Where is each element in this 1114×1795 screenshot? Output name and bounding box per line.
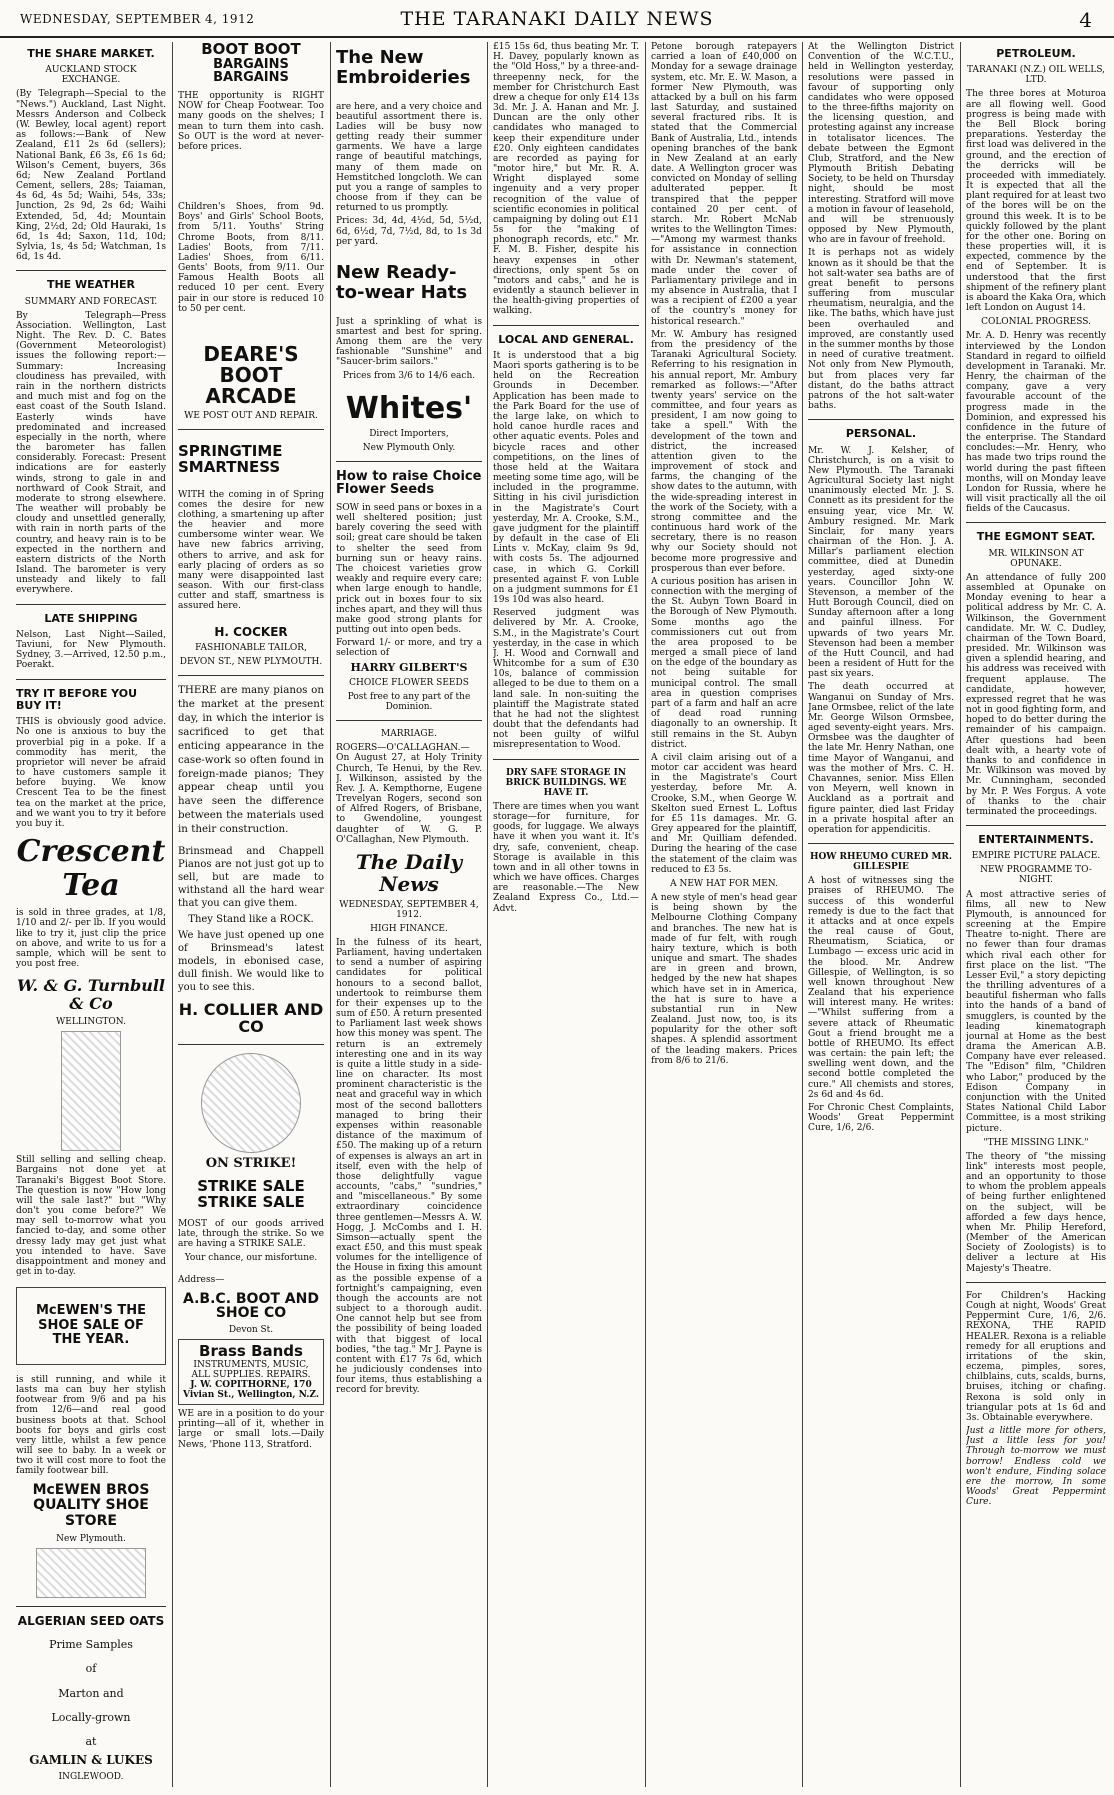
shipping-text: Nelson, Last Night—Sailed, Taviuni, for New Plymouth. Sydney, 3.—Arrived, 12.50 p.m., Poerakt. <box>16 629 166 671</box>
spring-text: WITH the coming in of Spring comes the desire for new clothing, a smartening up after the heavier and more cumbersome winter wear. We have new fabrics arriving, others to arrive, and ask for early placing of orders as so many were disappointed last season. With our first-class cutter and staff, smartness is assured here. <box>178 489 324 612</box>
weather-text: By Telegraph—Press Association. Wellington, Last Night. The Rev. D. C. Bates (Government Meteorologist) issues the following report:— Summary: Increasing cloudiness has prevailed, with rain in the northern districts and much mist and fog on the east coast of the South Island. Easterly winds have predominated and increased especially in the north, where the barometer has fallen considerably. Forecast: Present indications are for easterly winds, strong to gale in and northward of Cook Strait, and moderate to strong elsewhere. The weather will probably be cloudy and unsettled generally, with rain in north parts of the country, and heavy rain is to be expected in the northern and eastern districts of the North Island. The barometer is very unsteady and likely to fall everywhere. <box>16 310 166 596</box>
column-2 <box>178 42 324 1787</box>
entertainments-text: A most attractive series of films, all new to New Plymouth, is announced for screening at the Empire Theatre to-night. There are no fewer than four dramas which rival each other for first place on the list. "The Lesser Evil," a story depicting the thrilling adventures of a beautiful fisherman who falls into the hands of a band of smugglers, is counted by the leading kinematograph journal at Home as the best drama the American A.B. Company have ever released. The "Edison" film, "Children who Labor," produced by the Edison Company in conjunction with the United States National Child Labor Committee, is a most striking picture. <box>966 889 1106 1134</box>
strike-illustration <box>201 1053 301 1153</box>
hats-price: Prices from 3/6 to 14/6 each. <box>342 371 476 382</box>
flower-title: How to raise Choice Flower Seeds <box>336 468 482 498</box>
mcewen-store: McEWEN BROS QUALITY SHOE STORE <box>32 1481 150 1529</box>
new-hat-text: A new style of men's head gear is being shown by the Melbourne Clothing Company and branches. The new hat is made of fur felt, with rough hairy texture, which is both unique and smart. The shades are in green and brown, hedged by the new hat shapes which have set in in America, the hat is sure to have a substantial run in New Zealand. Just now, too, is its popularity for the other soft shapes. A splendid assortment of the leading makers. Prices from 8/6 to 21/6. <box>651 893 797 1066</box>
piano-text: THERE are many pianos on the market at the present day, in which the interior is sacrificed to get that enticing appearance in the case-work so often found in foreign-made pianos; They appear cheap until you have seen the difference between the materials used in their construction. <box>178 684 324 836</box>
colonial-heading: COLONIAL PROGRESS. <box>981 317 1091 328</box>
column-7 <box>966 42 1106 1787</box>
whites-sub2: New Plymouth Only. <box>362 442 456 453</box>
egmont-subheading: MR. WILKINSON AT OPUNAKE. <box>988 548 1084 569</box>
flower-text: SOW in seed pans or boxes in a well sheltered position; just barely covering the seed with soil; great care should be taken to shelter the seed from burning sun or heavy rains. The choicest varieties grow weakly and require every care; when large enough to handle, prick out in boxes four to six inches apart, and they will thus make good strong plants for putting out into open beds. <box>336 502 482 636</box>
personal-text: Mr. W. J. Kelsher, of Christchurch, is on a visit to New Plymouth. The Taranaki Agricultural Society last night unanimously elected Mr. J. S. Connett as its president for the ensuing year, vice Mr. W. Ambury resigned. Mr. Mark Sinclair, for many years chairman of the Hon. J. A. Millar's parliament election committee, died at Dunedin yesterday, aged sixty-one years. Councillor John W. Stevenson, a member of the Hutt Borough Council, died on Sunday afternoon after a long and painful illness. For upwards of two years Mr. Stevenson had been a member of the Hutt Council, and had been a resident of Hutt for the past six years. <box>808 445 954 680</box>
piano-model-text: We have just opened up one of Brinsmead's latest models, in ebonised case, dull finish. We would like to you to see this. <box>178 930 324 994</box>
turnbull-city: WELLINGTON. <box>56 1017 126 1028</box>
oats-line: Marton and <box>58 1686 124 1700</box>
brinsmead-text: Brinsmead and Chappell Pianos are not just got up to sell, but are made to withstand all the hard wear that you can give them. <box>178 845 324 909</box>
rheumo-heading: HOW RHEUMO CURED MR. GILLESPIE <box>809 852 953 873</box>
oats-heading: ALGERIAN SEED OATS <box>17 1613 165 1628</box>
missing-link-text: The theory of "the missing link" interests most people, and an opportunity to those to whom the problem appeals of being further enlightened on the subject, will be afforded a few days hence, when Mr. Philip Hereford, (Member of the American Society of Zoologists) is to deliver a lecture at His Majesty's Theatre. <box>966 1151 1106 1274</box>
hats-text: Just a sprinkling of what is smartest and best for spring. Among them are the very fashionable "Sunshine" and "Saucer-brim sailors." <box>336 316 482 368</box>
strike-caption: ON STRIKE! <box>205 1155 297 1171</box>
new-hat-heading: A NEW HAT FOR MEN. <box>670 878 778 889</box>
column-6 <box>808 42 954 1787</box>
share-market-text: (By Telegraph—Special to the "News.") Auckland, Last Night. Messrs Anderson and Colbeck (W. Bewley, local agent) report as follows:—Bank of New Zealand, £11 2s 6d (sellers); National Bank, £6 3s, £6 1s 6d; Wilson's Cement, buyers, 36s 6d; New Zealand Portland Cement, sellers, 28s; Taiaman, 4s 6d, 4s 5d; Waihi, 54s, 33s; Junction, 2s 9d, 2s 6d; Waihi Extended, 5d, 4d; Mountain King, 2½d, 2d; Old Hauraki, 1s 6d, 1s 4d; Saxon, 11d, 10d; Sylvia, 1s, 4s 5d; Watchman, 1s 6d, 1s 4d. <box>16 89 166 263</box>
tea-text: is sold in three grades, at 1/8, 1/10 and 2/- per lb. If you would like to try it, just clip the price on above, and write to us for a sample, which will be sent to you post free. <box>16 908 166 970</box>
brass-band-ad <box>178 1339 324 1405</box>
strike-text: MOST of our goods arrived late, through the strike. So we are having a STRIKE SALE. <box>178 1218 324 1250</box>
oats-lines <box>16 1633 166 1754</box>
page-number: 4 <box>1079 8 1092 32</box>
weather-heading: THE WEATHER <box>46 278 136 292</box>
oats-line: at <box>85 1734 97 1748</box>
brass-title: Brass Bands <box>199 1342 303 1361</box>
marriage-heading: MARRIAGE. <box>381 729 437 740</box>
spring-title: SPRINGTIME SMARTNESS <box>178 442 283 476</box>
crescent-tea-logo: Crescent Tea <box>16 834 166 903</box>
local-general-text-2: Reserved judgment was delivered by Mr. A. Crooke, S.M., in the Magistrate's Court yesterday, in the case in which J. H. Wood and Cornwall and Whitcombe for a sum of £30 10s, balance of commission alleged to be due to them on a land sale. In non-suiting the plaintiff the Magistrate stated that he had not the slightest doubt that the defendants had not been guilty of wilful misrepresentation to Wood. <box>493 608 639 751</box>
entertainments-heading: ENTERTAINMENTS. <box>978 833 1094 847</box>
column-4 <box>493 42 639 1787</box>
column-3 <box>336 42 482 1787</box>
petroleum-heading: PETROLEUM. <box>996 47 1076 60</box>
whites-logo: Whites' <box>345 390 473 426</box>
personal-heading: PERSONAL. <box>845 427 917 441</box>
news-items-1: Petone borough ratepayers carried a loan of £40,000 on Monday for a sewage drainage system, etc. Mr. E. W. Mason, a former New Plymouth, was attacked by a bull on his farm last Saturday, and sustained several fractured ribs. It is stated that the Commercial Bank of Australia, Ltd., intends opening branches of the bank in New Zealand at an early date. A Wellington grocer was convicted on Monday of selling adulterated pepper. It transpired that the pepper contained 20 per cent. of starch. Mr. Robert McNab writes to the Wellington Times:—"Among my warmest thanks for assistance in connection with Dr. Newman's statement, made under the cover of Parliamentary privilege and in my absence in Australia, that I was a recipient of £200 a year of the country's money for historical research." <box>651 42 797 327</box>
brass-sub: INSTRUMENTS, MUSIC, ALL SUPPLIES. REPAIRS. <box>191 1359 311 1380</box>
column-5 <box>651 42 797 1787</box>
missing-link-heading: "THE MISSING LINK." <box>983 1137 1089 1148</box>
rheumo-text: A host of witnesses sing the praises of RHEUMO. The success of this wonderful remedy is due to the fact that it attacks and at once expels the real cause of Gout, Rheumatism, Sciatica, or Lumbago — excess uric acid in the blood. Mr. Andrew Gillespie, of Wellington, is so well known throughout New Zealand that his experience will interest many. He writes:—"Whilst suffering from a severe attack of Rheumatic Gout a friend brought me a bottle of RHEUMO. Its effect was certain: the pain left; the swelling went down, and the second bottle completed the cure." All chemists and stores, 2s 6d and 4s 6d. <box>808 876 954 1100</box>
marriage-text: ROGERS—O'CALLAGHAN.—On August 27, at Holy Trinity Church, Te Henui, by the Rev. J. Wilkinson, assisted by the Rev. J. A. Kempthorne, Eugene Trevelyan Rogers, second son of Alfred Rogers, of Brisbane, to Gwendoline, youngest daughter of W. G. P. O'Callaghan, New Plymouth. <box>336 743 482 845</box>
egmont-text: An attendance of fully 200 assembled at Opunake on Monday evening to hear a political address by Mr. C. A. Wilkinson, the Government candidate. Mr. W. C. Dudley, chairman of the Town Board, presided. Mr. Wilkinson was given a splendid hearing, and his address was received with frequent applause. The candidate, however, expressed regret that he was not in good fighting form, and hoped to do better during the remainder of his campaign. After questions had been dealt with, a hearty vote of thanks to and confidence in Mr. Wilkinson was moved by Mr. Cunningham, seconded by Mr. P. Wes Forgus. A vote of thanks to the chair terminated the proceedings. <box>966 572 1106 817</box>
petroleum-text: The three bores at Moturoa are all flowing well. Good progress is being made with the Bell Block boring preparations. Yesterday the first load was delivered in the ground, and the erection of the derricks will be proceeded with immediately. It is expected that all the plant required for at least two of the bores will be on the ground this week. It is to be quickly followed by the plant for the other one. Boring on these properties will, it is expected, commence by the end of September. It is understood that the first shipment of the refinery plant is aboard the Kaka Ora, which left London on August 14. <box>966 89 1106 314</box>
masthead <box>0 0 1114 38</box>
deare-note: WE POST OUT AND REPAIR. <box>184 410 318 421</box>
storage-heading: DRY SAFE STORAGE IN BRICK BUILDINGS. WE HAVE IT. <box>505 767 627 798</box>
abc-name: A.B.C. BOOT AND SHOE CO <box>183 1290 319 1322</box>
local-general-text: It is understood that a big Maori sports gathering is to be held on the Recreation Grounds in December. Application has been made to the Park Board for the use of the large lake, on which to hold canoe hurdle races and other aquatic events. Poles and bicycle races and other competitions, on the lines of those held at the Waitara meeting some time ago, will be included in the programme. Sitting in his civil jurisdiction in the Magistrate's Court yesterday, Mr. A. Crooke, S.M., gave judgment for the plaintiff by default in the case of Eli Lints v. McKay, claim 9s 9d, with costs 5s. The adjourned case, in which G. Corkill presented against F. von Luble on a judgment summons for £1 19s 10d was also heard. <box>493 350 639 606</box>
cocker-addr: DEVON ST., NEW PLYMOUTH. <box>179 657 323 668</box>
mcewen-text: is still running, and while it lasts ma can buy her stylish footwear from 9/6 and pa his from 12/6—and real good business boots at that. School boots for boys and girls cost very little, whilst a few pence will see to baby. In a week or two it will cost more to foot the family footwear bill. <box>16 1374 166 1477</box>
mcewen-city: New Plymouth. <box>56 1533 126 1544</box>
news-items-4: A civil claim arising out of a motor car accident was heard in the Magistrate's Court yesterday, before Mr. A. Crooke, S.M., when George W. Skelton sued Ernest L. Loftus for £5 11s damages. Mr. G. Grey appeared for the plaintiff, and Mr. Quilliam defended. During the hearing of the case the statement of the claim was reduced to £3 5s. <box>651 752 797 875</box>
column-1 <box>16 42 166 1787</box>
rock-slogan: They Stand like a ROCK. <box>188 913 314 925</box>
finance-heading: HIGH FINANCE. <box>370 923 448 934</box>
news-items-2: Mr. W. Ambury has resigned from the presidency of the Taranaki Agricultural Society. Referring to his resignation in his annual report, Mr. Ambury remarked as follows:—"After twenty years' service on the committee, and four years as president, I am now going to take a spell." With the development of the town and district, the increased attention given to the improvement of stock and farms, the changing of the show dates to the autumn, with the wide-spreading interest in the work of the Society, with a strong committee and the continuous hard work of the secretary, there is no reason why our Society should not become more progressive and prosperous than ever before. <box>651 329 797 574</box>
finance-text: In the fulness of its heart, Parliament, having undertaken to send a number of aspiring candidates for political honours to a second ballot, undertook to reimburse them for their expenses up to the sum of £50. A return presented to Parliament last week shows how this money was spent. The return is an extremely interesting one and in its way is quite a little study in a side-line on character. Its most prominent characteristic is the neat and graceful way in which most of the second ballotters managed to bring their expenses within reasonable distance of the maximum of £50. The making up of a return of expenses is always an art in itself, even with the help of those delightfully vague accounts, "cabs," "sundries," and "miscellaneous." By some extraordinary coincidence three gentlemen—Messrs A. W. Hogg, J. McCombs and I. H. Simson—actually spent the exact £50, and this must speak volumes for the intelligence of the House in fixing this amount as the possible expense of a fortnight's campaigning, even though the accounts are not subject to a thorough audit. One cannot help but see from the possibility of being loaded with that biggest of local bodies, "the tag." Mr J. Payne is content with £17 7s 6d, which he judiciously condenses into four items, thus establishing a record for brevity. <box>336 937 482 1396</box>
entertainments-subheading-2: NEW PROGRAMME TO-NIGHT. <box>980 865 1092 886</box>
gilbert-post: Post free to any part of the Dominion. <box>347 691 471 713</box>
whites-sub1: Direct Importers, <box>369 428 449 439</box>
printing-text: WE are in a position to do your printing—all of it, whether in large or small lots.—Daily News, 'Phone 113, Stratford. <box>178 1409 324 1450</box>
collier-name: H. COLLIER AND CO <box>178 1000 324 1036</box>
try-text: THIS is obviously good advice. No one is anxious to buy the proverbial pig in a poke. If a commodity has merit, the proprietor will never be afraid to have customers sample it before buying. We know Crescent Tea to be the finest tea on the market at the price, and we want you to try it before you buy it. <box>16 717 166 829</box>
share-market-subheading: AUCKLAND STOCK EXCHANGE. <box>45 65 137 86</box>
oats-line: Locally-grown <box>51 1710 131 1724</box>
strike-sale-title: STRIKE SALE STRIKE SALE <box>197 1177 305 1212</box>
hats-title: New Ready-to-wear Hats <box>336 262 468 303</box>
cocker-sub: FASHIONABLE TAILOR, <box>195 643 307 654</box>
news-items-6: It is perhaps not as widely known as it should be that the hot salt-water sea baths are of great benefit to persons suffering from muscular rheumatism, neuralgia, and the like. The baths, which have just been overhauled and improved, are constantly used in the summer months by those in need of curative treatment. Not only from New Plymouth, but from places very far distant, do the baths attract patrons of the hot salt-water baths. <box>808 248 954 412</box>
shoe-illustration <box>36 1548 146 1598</box>
daily-news-logo: The Daily News <box>355 849 463 897</box>
brass-co: J. W. COPITHORNE, 170 Vivian St., Wellington, N.Z. <box>183 1379 319 1401</box>
news-items-5: At the Wellington District Convention of the W.C.T.U., held in Wellington yesterday, resolutions were passed in favour of supporting only candidates who were opposed to the three-fifths majority on the licensing question, and protesting against any increase in totalisator licences. The debate between the Egmont Club, Stratford, and the New Plymouth British Debating Society, to be held on Thursday night, should be most interesting. Stratford will move a motion in favour of leasehold, and will be strenuously opposed by New Plymouth, who are in favour of freehold. <box>808 42 954 246</box>
embroideries-text: are here, and a very choice and beautiful assortment there is. Ladies will be busy now getting ready their summer garments. We have a large range of beautiful matchings, many of them made on Hemstitched longcloth. We can put you a range of samples to choose from if they can be returned to us promptly. <box>336 101 482 214</box>
turnbull-name: W. & G. Turnbull & Co <box>17 976 165 1014</box>
gilbert-name: HARRY GILBERT'S <box>350 660 468 674</box>
deare-name: DEARE'S BOOT ARCADE <box>203 341 299 408</box>
entertainments-subheading: EMPIRE PICTURE PALACE. <box>971 851 1101 862</box>
daily-news-date: WEDNESDAY, SEPTEMBER 4, 1912. <box>339 899 479 920</box>
embroideries-prices: Prices: 3d, 4d, 4½d, 5d, 5½d, 6d, 6½d, 7d, 7½d, 8d, to 1s 3d per yard. <box>336 216 482 247</box>
oats-city: INGLEWOOD. <box>58 1771 124 1782</box>
masthead-title: THE TARANAKI DAILY NEWS <box>400 8 714 30</box>
strike-chance: Your chance, our misfortune. <box>184 1253 318 1264</box>
petroleum-subheading: TARANAKI (N.Z.) OIL WELLS, LTD. <box>966 65 1106 86</box>
embroideries-title: The New Embroideries <box>336 47 471 88</box>
peppermint-ad: For Chronic Chest Complaints, Woods' Great Peppermint Cure, 1/6, 2/6. <box>808 1102 954 1134</box>
local-general-heading: LOCAL AND GENERAL. <box>498 332 634 346</box>
colonial-text: Mr. A. D. Henry was recently interviewed by the London Standard in regard to oilfield development in Taranaki. Mr. Henry, the chairman of the company, gave a very favourable account of the progress made in the Dominion, and expressed his confidence in the future of the enterprise. The Standard concludes:—Mr. Henry, who has made two trips round the world during the past fifteen months, will on Monday leave London for Russia, where he will visit practically all the oil fields of the Caucasus. <box>966 331 1106 515</box>
address-label: Address— <box>178 1275 225 1286</box>
oats-line: of <box>85 1662 97 1676</box>
shipping-heading: LATE SHIPPING <box>44 611 138 625</box>
oats-seller: GAMLIN & LUKES <box>29 1753 153 1768</box>
oats-line: Prime Samples <box>49 1638 133 1652</box>
try-heading: TRY IT BEFORE YOU BUY IT! <box>16 686 138 712</box>
rexona-ad: For Children's Hacking Cough at night, Woods' Great Peppermint Cure, 1/6, 2/6. REXONA, THE RAPID HEALER. Rexona is a reliable remedy for all eruptions and irritations of the skin, eczema, pimples, sores, chilblains, cuts, scalds, burns, bruises, itching or chafing. Rexona is sold only in triangular pots at 1s 6d and 3s. Obtainable everywhere. <box>966 1290 1106 1423</box>
finance-continued: £15 15s 6d, thus beating Mr. T. H. Davey, popularly known as the "Old Hoss," by a three-and-threepenny neck, for the member for Christchurch East drew a cheque for only £14 13s 3d. Mr. J. A. Hanan and Mr. J. Duncan are the only other candidates who managed to keep their expenditure under £20. Only eighteen candidates are recorded as paying for "motor hire," but Mr. R. A. Wright displayed some ingenuity and a very proper recognition of the value of scientific economies in political campaigning by doling out £11 5s for the "making of phonograph records, etc." Mr. F. M. B. Fisher, despite his heavy expenses in other directions, only spent 5s on "motors and cabs," and he is evidently a staunch believer in the health-giving properties of walking. <box>493 42 639 317</box>
mcewen-sale-ad: McEWEN'S THE SHOE SALE OF THE YEAR. <box>16 1287 166 1365</box>
weather-subheading: SUMMARY AND FORECAST. <box>24 296 158 307</box>
news-items-3: A curious position has arisen in connection with the merging of the St. Aubyn Town Board in the Borough of New Plymouth. Some months ago the commissioners cut out from the area proposed to be merged a small piece of land on the edge of the boundary as not being suitable for municipal control. The small area in question comprises part of a farm and half an acre of dead road running diagonally to an ownership. It still remains in the St. Aubyn district. <box>651 576 797 750</box>
boot-list: Children's Shoes, from 9d. Boys' and Girls' School Boots, from 5/11. Youths' String Chrome Boots, from 8/11. Ladies' Boots, from 7/11. Ladies' Shoes, from 6/11. Gents' Boots, from 9/11. Our Famous Health Boots all reduced 10 per cent. Every pair in our store is reduced 10 to 50 per cent. <box>178 202 324 314</box>
gilbert-sub: CHOICE FLOWER SEEDS <box>349 677 469 688</box>
personal-text-2: The death occurred at Wanganui on Sunday of Mrs. Jane Ormsbee, relict of the late Mr. George Wilson Ormsbee, aged seventy-eight years. Mrs. Ormsbee was the daughter of the late Mr. Henry Nathan, one time Mayor of Wanganui, and was the mother of Mrs. C. H. Chavannes, senior. Miss Ellen von Meyern, well known in Auckland as a portrait and figure painter, died last Friday in a private hospital after an operation for appendicitis. <box>808 682 954 835</box>
boot-illustration <box>61 1031 121 1151</box>
egmont-heading: THE EGMONT SEAT. <box>976 530 1096 544</box>
flower-forward: Forward 1/- or more, and try a selection of <box>336 638 482 659</box>
boot-sale-text: Still selling and selling cheap. Bargains not done yet at Taranaki's Biggest Boot Store. The question is now "How long will the sale last?" but "Why don't you come before?" We may sell to-morrow what you fancied to-day, and some other dressy lady may get just what you intended to have. Save disappointment and money and get in to-day. <box>16 1155 166 1278</box>
abc-street: Devon St. <box>228 1324 274 1335</box>
cocker-name: H. COCKER <box>214 624 288 639</box>
boot-bargains-head: BOOT BOOT <box>201 42 301 58</box>
boot-bargains-head2: BARGAINS BARGAINS <box>213 56 289 86</box>
boot-bargains-text: THE opportunity is RIGHT NOW for Cheap Footwear. Too many goods on the shelves; I mean to turn them into cash. So OUT is the word at never-before prices. <box>178 91 324 152</box>
peppermint-poem: Just a little more for others, Just a little less for you! Through to-morrow we must borrow! Endless cold we won't endure, Finding solace ere the morrow, In some Woods' Great Peppermint Cure. <box>966 1426 1106 1508</box>
masthead-date: WEDNESDAY, SEPTEMBER 4, 1912 <box>20 12 255 26</box>
share-market-heading: THE SHARE MARKET. <box>27 47 155 60</box>
storage-text: There are times when you want storage—for furniture, for goods, for luggage. We always have it when you want it. It's dry, safe, convenient, cheap. Storage is available in this town and in all other towns in which we have offices. Charges are reasonable.—The New Zealand Express Co., Ltd.—Advt. <box>493 801 639 914</box>
